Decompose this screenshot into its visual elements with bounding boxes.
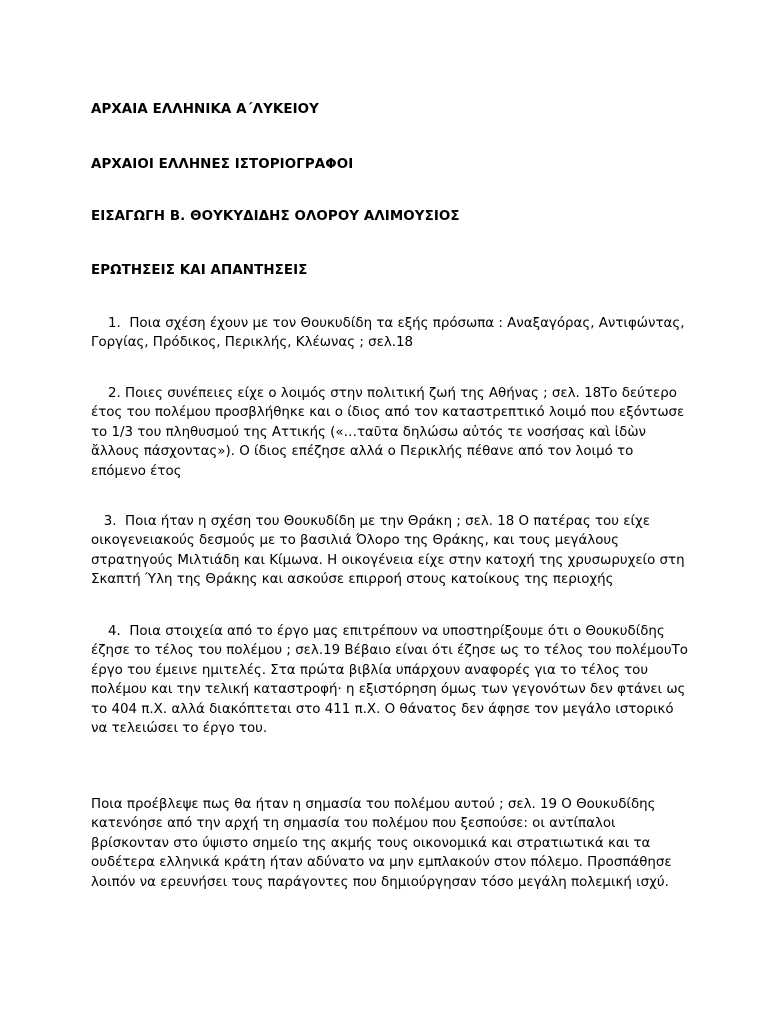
text-line: 1. Ποια σχέση έχουν με τον Θουκυδίδη τα εξής πρόσωπα : Αναξαγόρας, Αντιφώντας, — [91, 316, 685, 331]
text-line: οικογενειακούς δεσμούς με το βασιλιά Όλορο της Θράκης, και τους μεγάλους — [91, 533, 620, 549]
text-line: στρατηγούς Μιλτιάδη και Κίμωνα. Η οικογένεια είχε στην κατοχή της χρυσωρυχείο στη — [91, 552, 685, 568]
text-line: ἄλλους πάσχοντας»). Ο ίδιος επέζησε αλλά ο Περικλής πέθανε από τον λοιμό το — [91, 444, 634, 460]
text-line: κατενόησε από την αρχή τη σημασία του πολέμου που ξεσπούσε: οι αντίπαλοι — [91, 816, 616, 832]
question-5 — [91, 795, 691, 892]
text-line: το 404 π.Χ. αλλά διακόπτεται στο 411 π.Χ. Ο θάνατος δεν άφησε τον μεγάλο ιστορικό — [91, 701, 674, 717]
introduction-heading: ΕΙΣΑΓΩΓΗ Β. ΘΟΥΚΥΔΙΔΗΣ ΟΛΟΡΟΥ ΑΛΙΜΟΥΣΙΟΣ — [91, 209, 460, 224]
question-1 — [91, 314, 691, 353]
text-line: έτος του πολέμου προσβλήθηκε και ο ίδιος από τον καταστρεπτικό λοιμό που εξόντωσε — [91, 405, 685, 421]
text-line: πολέμου και την τελική καταστροφή· η εξιστόρηση όμως των γεγονότων δεν φτάνει ως — [91, 682, 686, 698]
text-line: βρίσκονταν στο ύψιστο σημείο της ακμής τους οικονομικά και στρατιωτικά και τα — [91, 835, 651, 851]
questions-answers-heading: ΕΡΩΤΗΣΕΙΣ ΚΑΙ ΑΠΑΝΤΗΣΕΙΣ — [91, 263, 308, 278]
question-3 — [91, 512, 691, 590]
question-2 — [91, 384, 691, 481]
text-line: Σκαπτή Ύλη της Θράκης και ασκούσε επιρροή στους κατοίκους της περιοχής — [91, 572, 614, 588]
text-line: λοιπόν να ερευνήσει τους παράγοντες που δημιούργησαν τόσο μεγάλη πολεμική ισχύ. — [91, 874, 669, 890]
text-line: Γοργίας, Πρόδικος, Περικλής, Κλέωνας ; σελ.18 — [91, 335, 414, 351]
text-line: να τελειώσει το έργο του. — [91, 721, 268, 737]
text-line: το 1/3 του πληθυσμού της Αττικής («…ταῦτα δηλώσω αὐτός τε νοσήσας καὶ ἰδὼν — [91, 424, 647, 440]
text-line: έργο του έμεινε ημιτελές. Στα πρώτα βιβλία υπάρχουν αναφορές για το τέλος του — [91, 662, 649, 678]
text-line: 3. Ποια ήταν η σχέση του Θουκυδίδη με την Θράκη ; σελ. 18 Ο πατέρας του είχε — [91, 514, 650, 529]
text-line: ουδέτερα ελληνικά κράτη ήταν αδύνατο να μην εμπλακούν στον πόλεμο. Προσπάθησε — [91, 855, 672, 871]
question-4 — [91, 622, 691, 738]
text-line: επόμενο έτος — [91, 463, 182, 479]
text-line: 4. Ποια στοιχεία από το έργο μας επιτρέπουν να υποστηρίξουμε ότι ο Θουκυδίδης — [91, 624, 665, 639]
section-heading: ΑΡΧΑΙΟΙ ΕΛΛΗΝΕΣ ΙΣΤΟΡΙΟΓΡΑΦΟΙ — [91, 157, 354, 172]
text-line: 2. Ποιες συνέπειες είχε ο λοιμός στην πολιτική ζωή της Αθήνας ; σελ. 18Το δεύτερο — [91, 386, 677, 401]
text-line: έζησε το τέλος του πολέμου ; σελ.19 Βέβαιο είναι ότι έζησε ως το τέλος του πολέμουΤο — [91, 643, 688, 659]
text-line: Ποια προέβλεψε πως θα ήταν η σημασία του πολέμου αυτού ; σελ. 19 Ο Θουκυδίδης — [91, 797, 656, 812]
document-title: ΑΡΧΑΙΑ ΕΛΛΗΝΙΚΑ Α΄ΛΥΚΕΙΟΥ — [91, 102, 319, 117]
